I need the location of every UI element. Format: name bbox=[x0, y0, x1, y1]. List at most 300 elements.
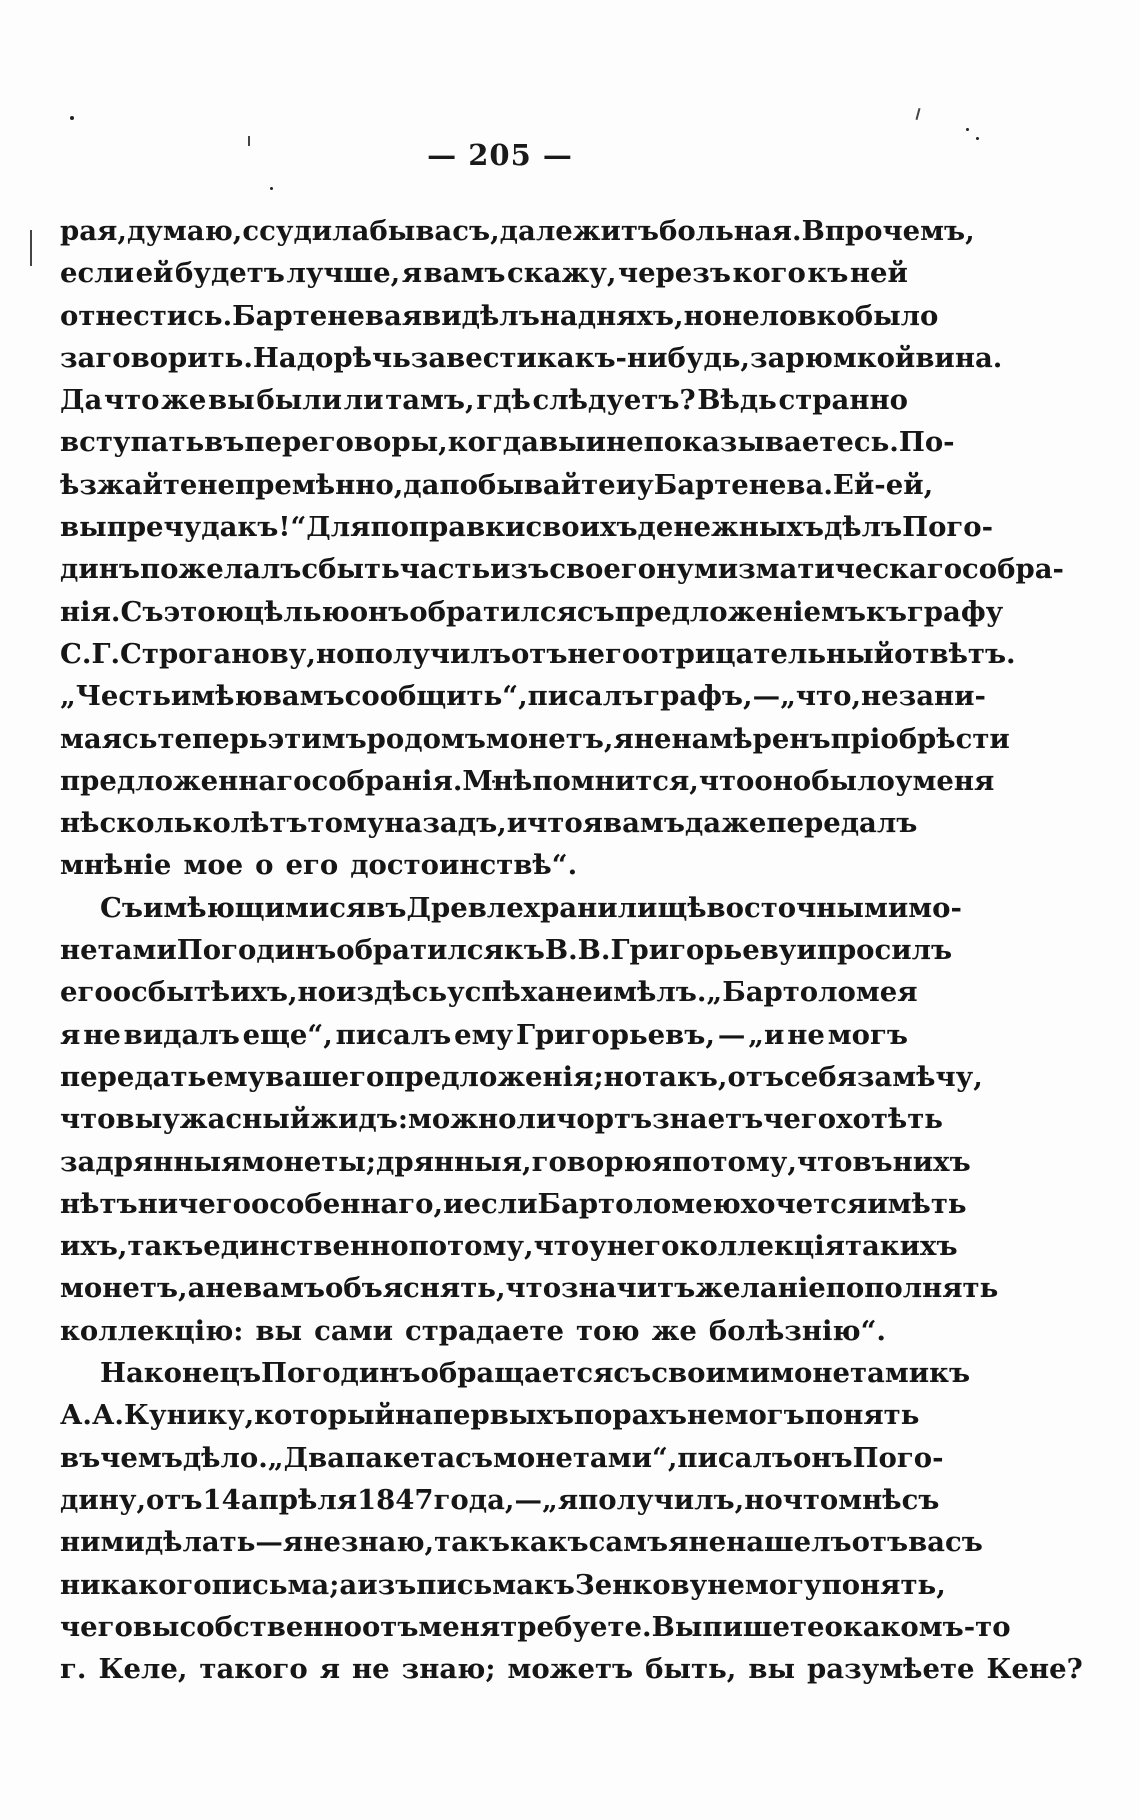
word: графъ,— bbox=[643, 680, 781, 713]
word: нѣтъ bbox=[60, 1187, 138, 1220]
word: у bbox=[894, 764, 913, 797]
word: въ bbox=[204, 426, 245, 459]
word: родомъ bbox=[366, 722, 486, 755]
word: сбытѣ bbox=[131, 976, 231, 1009]
word: на bbox=[394, 1399, 433, 1432]
word: слѣдуетъ? bbox=[532, 384, 696, 417]
word: порахъ bbox=[573, 1399, 687, 1432]
word: года,— bbox=[433, 1483, 542, 1516]
word: вы bbox=[208, 384, 255, 417]
word: что bbox=[533, 1230, 590, 1263]
word: ужасный bbox=[162, 1103, 311, 1136]
word: что bbox=[60, 1103, 116, 1136]
word: ему bbox=[454, 1018, 514, 1051]
text-line bbox=[60, 1521, 983, 1563]
word: что bbox=[782, 1483, 839, 1516]
word: который bbox=[254, 1399, 395, 1432]
word: замѣчу, bbox=[856, 1060, 983, 1093]
word: къ bbox=[533, 1568, 575, 1601]
word: Г. bbox=[91, 637, 121, 670]
word: да bbox=[403, 468, 440, 501]
word: имѣю bbox=[170, 680, 263, 713]
word: не bbox=[633, 722, 672, 755]
word: чемъ bbox=[100, 1441, 183, 1474]
word: отъ bbox=[851, 1526, 909, 1559]
scan-speck bbox=[70, 116, 74, 120]
word: пріобрѣсти bbox=[830, 722, 1010, 755]
word: 14 bbox=[202, 1483, 241, 1516]
word: но bbox=[744, 1483, 783, 1516]
word: гдѣ bbox=[476, 384, 531, 417]
word: я bbox=[60, 1018, 81, 1051]
word: отъ bbox=[510, 637, 568, 670]
word: васъ, bbox=[415, 215, 500, 247]
word: отъ bbox=[361, 1610, 419, 1643]
word: вашего bbox=[265, 1060, 385, 1093]
word: вы bbox=[255, 1314, 303, 1347]
text-line bbox=[60, 252, 908, 294]
word: понять bbox=[804, 1399, 920, 1432]
word: дѣло. bbox=[182, 1441, 268, 1474]
word: Наконецъ bbox=[100, 1357, 262, 1390]
word: собственно bbox=[179, 1610, 362, 1643]
word: дрянныя bbox=[95, 1145, 242, 1178]
word: и bbox=[443, 1187, 464, 1220]
word: собра- bbox=[962, 553, 1064, 586]
word: такъ, bbox=[642, 1060, 728, 1093]
word: больная. bbox=[659, 215, 802, 247]
word: сами bbox=[314, 1314, 393, 1347]
word: него bbox=[567, 637, 641, 670]
word: же bbox=[651, 1314, 697, 1347]
text-line bbox=[60, 379, 908, 421]
word: хотѣть bbox=[836, 1103, 943, 1136]
word: вы bbox=[538, 426, 586, 459]
word: дѣлать—я bbox=[144, 1526, 304, 1559]
word: „я bbox=[542, 1483, 579, 1516]
word: монетами“, bbox=[493, 1441, 678, 1474]
word: изъ bbox=[357, 1568, 417, 1601]
word: нумизматическаго bbox=[656, 553, 963, 586]
word: переговоры, bbox=[244, 426, 448, 459]
word: апрѣля bbox=[240, 1483, 358, 1516]
text-line bbox=[60, 1014, 908, 1056]
word: отъ bbox=[727, 1060, 784, 1093]
word: Погодинъ bbox=[261, 1357, 421, 1390]
word: Древлехранилищѣ bbox=[406, 891, 707, 924]
word: Григорьеву bbox=[610, 934, 797, 967]
word: требуете. bbox=[500, 1610, 652, 1643]
word: а bbox=[187, 1272, 206, 1305]
word: здѣсь bbox=[356, 976, 448, 1009]
word: нетами bbox=[60, 934, 177, 967]
word: нихъ bbox=[892, 1145, 971, 1178]
word: знаетъ bbox=[652, 1103, 764, 1136]
word: особеннаго, bbox=[250, 1187, 444, 1220]
text-line bbox=[60, 760, 995, 802]
word: него bbox=[606, 1230, 680, 1263]
word: Впрочемъ, bbox=[801, 215, 975, 247]
word: рая, bbox=[60, 215, 127, 247]
body-text bbox=[60, 210, 1083, 1690]
word: меня bbox=[418, 1610, 501, 1643]
word: мо- bbox=[908, 891, 962, 924]
word: его bbox=[60, 976, 113, 1009]
word: 1847 bbox=[357, 1483, 434, 1516]
word: если bbox=[463, 1187, 538, 1220]
word: ними bbox=[60, 1526, 145, 1559]
word: маясь bbox=[60, 722, 158, 755]
word: „Бартоломея bbox=[706, 976, 918, 1009]
word: о bbox=[824, 1610, 843, 1643]
word: такихъ bbox=[844, 1230, 958, 1263]
word: можетъ bbox=[507, 1653, 634, 1686]
word: тамъ, bbox=[385, 384, 475, 417]
word: вамъ bbox=[243, 1272, 325, 1305]
word: побывайте bbox=[439, 468, 616, 501]
word: имѣлъ. bbox=[592, 976, 707, 1009]
word: на bbox=[539, 299, 578, 332]
word: сообщить“, bbox=[344, 680, 528, 713]
word: онъ bbox=[792, 1441, 853, 1474]
word: знаю, bbox=[340, 1526, 435, 1559]
word: же bbox=[161, 384, 207, 417]
word: графу bbox=[906, 595, 1004, 628]
word: даже bbox=[684, 807, 767, 840]
word: А. bbox=[60, 1399, 92, 1432]
word: монетъ, bbox=[60, 1272, 188, 1305]
word: монетами bbox=[770, 1357, 930, 1390]
word: Для bbox=[306, 511, 371, 544]
word: потому, bbox=[408, 1230, 534, 1263]
word: можно bbox=[407, 1103, 517, 1136]
word: „Честь bbox=[60, 680, 171, 713]
word: не bbox=[352, 1653, 390, 1686]
word: денежныхъ bbox=[637, 511, 824, 544]
word: зани- bbox=[898, 680, 986, 713]
word: „что, bbox=[780, 680, 862, 713]
word: г. bbox=[60, 1653, 87, 1686]
word: самъ bbox=[588, 1526, 669, 1559]
text-line bbox=[60, 1352, 971, 1394]
word: ему bbox=[206, 1060, 266, 1093]
word: имѣющимися bbox=[142, 891, 367, 924]
word: тою bbox=[576, 1314, 640, 1347]
word: пакета bbox=[345, 1441, 456, 1474]
text-line bbox=[60, 1648, 1083, 1690]
word: непремѣнно, bbox=[197, 468, 404, 501]
word: потому, bbox=[672, 1145, 797, 1178]
word: какъ-нибудь, bbox=[536, 341, 751, 374]
word: По- bbox=[898, 426, 955, 459]
text-line bbox=[60, 591, 1004, 633]
word: бы bbox=[369, 215, 416, 247]
word: коллекцію: bbox=[60, 1314, 244, 1347]
word: неловко bbox=[722, 299, 855, 332]
scan-speck bbox=[30, 230, 32, 266]
word: такъ bbox=[127, 1230, 204, 1263]
word: заговорить. bbox=[60, 341, 253, 374]
word: быть, bbox=[645, 1653, 737, 1686]
word: письма bbox=[416, 1568, 534, 1601]
word: рюмкой bbox=[785, 341, 916, 374]
word: я bbox=[582, 807, 603, 840]
word: мнѣ bbox=[838, 1483, 902, 1516]
word: В. bbox=[577, 934, 611, 967]
word: о bbox=[112, 976, 132, 1009]
word: не bbox=[83, 1018, 121, 1051]
word: какъ bbox=[509, 1526, 589, 1559]
text-line bbox=[60, 548, 1064, 590]
scan-speck bbox=[966, 128, 969, 131]
word: предложеннаго bbox=[60, 764, 312, 797]
word: когда bbox=[447, 426, 539, 459]
word: этою bbox=[163, 595, 244, 628]
word: оно bbox=[754, 764, 812, 797]
word: обращается bbox=[420, 1357, 614, 1390]
word: лѣтъ bbox=[230, 807, 308, 840]
word: вы bbox=[748, 1653, 796, 1686]
word: своего bbox=[549, 553, 657, 586]
word: а bbox=[339, 1568, 358, 1601]
paragraph bbox=[60, 1352, 1083, 1690]
word: вступать bbox=[60, 426, 205, 459]
word: съ bbox=[613, 1357, 652, 1390]
word: своими bbox=[651, 1357, 771, 1390]
text-line bbox=[60, 1479, 940, 1521]
text-line bbox=[60, 1225, 958, 1267]
word: было bbox=[811, 764, 895, 797]
word: могъ bbox=[827, 1018, 908, 1051]
word: получилъ, bbox=[578, 1483, 745, 1516]
word: разумѣете bbox=[807, 1653, 975, 1686]
word: я bbox=[613, 722, 634, 755]
word: нашелъ bbox=[726, 1526, 852, 1559]
word: понять, bbox=[821, 1568, 946, 1601]
word: Погодинъ bbox=[176, 934, 337, 967]
word: не bbox=[686, 1399, 725, 1432]
word: предложеніемъ bbox=[614, 595, 866, 628]
word: черезъ bbox=[617, 257, 731, 290]
word: письма; bbox=[211, 1568, 340, 1601]
word: что bbox=[698, 764, 755, 797]
word: „Два bbox=[267, 1441, 345, 1474]
text-line bbox=[60, 1183, 967, 1225]
word: ней bbox=[849, 257, 908, 290]
word: просилъ bbox=[816, 934, 953, 967]
word: странно bbox=[778, 384, 908, 417]
word: вамъ bbox=[423, 257, 506, 290]
word: но bbox=[297, 976, 337, 1009]
word: вамъ bbox=[262, 680, 345, 713]
word: съ bbox=[901, 1483, 940, 1516]
word: въ bbox=[366, 891, 407, 924]
word: не bbox=[555, 976, 593, 1009]
word: Ей-ей, bbox=[832, 468, 934, 501]
word: первыхъ bbox=[432, 1399, 574, 1432]
word: что bbox=[103, 384, 160, 417]
word: имѣть bbox=[867, 1187, 967, 1220]
word: болѣзнію“. bbox=[708, 1314, 887, 1347]
word: вамъ bbox=[603, 807, 685, 840]
word: отрицательный bbox=[640, 637, 895, 670]
word: „и bbox=[748, 1018, 785, 1051]
text-line bbox=[60, 887, 962, 929]
word: не bbox=[787, 1018, 825, 1051]
word: значитъ bbox=[561, 1272, 696, 1305]
word: не bbox=[205, 1272, 244, 1305]
word: такого bbox=[199, 1653, 308, 1686]
word: ихъ, bbox=[230, 976, 298, 1009]
word: да bbox=[499, 215, 536, 247]
word: дрянныя, bbox=[376, 1145, 532, 1178]
word: этимъ bbox=[267, 722, 367, 755]
word: ли bbox=[516, 1103, 557, 1136]
word: Зенкову bbox=[574, 1568, 708, 1601]
word: писалъ bbox=[335, 1018, 452, 1051]
word: ей bbox=[135, 257, 174, 290]
text-line bbox=[60, 1564, 946, 1606]
word: намѣренъ bbox=[671, 722, 831, 755]
word: часть bbox=[399, 553, 491, 586]
word: ли bbox=[343, 384, 384, 417]
word: могъ bbox=[724, 1399, 805, 1432]
word: — bbox=[717, 1018, 746, 1051]
word: единственно bbox=[203, 1230, 409, 1263]
text-line bbox=[60, 1394, 920, 1436]
text-line bbox=[60, 675, 986, 717]
word: Надо bbox=[252, 341, 334, 374]
word: чего bbox=[60, 1610, 133, 1643]
text-line bbox=[60, 1310, 908, 1352]
word: къ bbox=[929, 1357, 971, 1390]
word: къ bbox=[503, 934, 545, 967]
word: видалъ bbox=[123, 1018, 240, 1051]
word: восточными bbox=[706, 891, 909, 924]
word: писалъ bbox=[677, 1441, 793, 1474]
word: будетъ bbox=[175, 257, 285, 290]
word: Бартоломею bbox=[537, 1187, 741, 1220]
text-line bbox=[60, 844, 908, 886]
word: вы bbox=[60, 511, 107, 544]
page-number: — 205 — bbox=[427, 138, 573, 172]
word: изъ bbox=[490, 553, 550, 586]
word: Строганову, bbox=[120, 637, 316, 670]
text-line bbox=[60, 802, 918, 844]
word: пополнять bbox=[825, 1272, 999, 1305]
word: были bbox=[256, 384, 343, 417]
word: Григорьевъ, bbox=[515, 1018, 715, 1051]
word: Бартенева bbox=[232, 299, 402, 332]
text-line bbox=[60, 464, 934, 506]
word: передалъ bbox=[766, 807, 918, 840]
word: ихъ, bbox=[60, 1230, 128, 1263]
word: я bbox=[651, 1145, 673, 1178]
text-line bbox=[60, 337, 1003, 379]
word: хочется bbox=[740, 1187, 868, 1220]
text-line bbox=[60, 295, 939, 337]
word: успѣха bbox=[447, 976, 556, 1009]
word: и bbox=[615, 468, 637, 501]
word: меня bbox=[912, 764, 995, 797]
word: ѣзжайте bbox=[60, 468, 198, 501]
word: тому bbox=[307, 807, 385, 840]
text-line bbox=[60, 1437, 944, 1479]
word: васъ bbox=[908, 1526, 983, 1559]
word: достоинствѣ“. bbox=[350, 849, 578, 882]
text-line bbox=[60, 1267, 999, 1309]
word: вы bbox=[132, 1610, 180, 1643]
word: пожелалъ bbox=[139, 553, 302, 586]
text-line bbox=[60, 421, 955, 463]
word: вина. bbox=[915, 341, 1003, 374]
word: что bbox=[527, 807, 583, 840]
word: но bbox=[603, 1060, 643, 1093]
word: о bbox=[255, 849, 274, 882]
word: нія. bbox=[60, 595, 121, 628]
word: отнестись. bbox=[60, 299, 233, 332]
word: кого bbox=[732, 257, 806, 290]
word: обратился bbox=[336, 934, 504, 967]
word: но bbox=[683, 299, 723, 332]
word: говорю bbox=[531, 1145, 652, 1178]
word: объяснять, bbox=[324, 1272, 506, 1305]
word: собранія. bbox=[311, 764, 463, 797]
text-line bbox=[60, 929, 953, 971]
word: но bbox=[315, 637, 355, 670]
word: лежитъ bbox=[535, 215, 659, 247]
word: мое bbox=[183, 849, 244, 882]
word: Съ bbox=[100, 891, 143, 924]
word: теперь bbox=[157, 722, 268, 755]
word: Да bbox=[60, 384, 103, 417]
word: дину, bbox=[60, 1483, 147, 1516]
paragraph bbox=[60, 210, 1064, 887]
word: монеты; bbox=[241, 1145, 377, 1178]
word: его bbox=[285, 849, 339, 882]
word: цѣлью bbox=[243, 595, 350, 628]
word: поправки bbox=[370, 511, 526, 544]
word: показываетесь. bbox=[643, 426, 899, 459]
word: у bbox=[636, 468, 654, 501]
word: отвѣтъ. bbox=[894, 637, 1016, 670]
word: Пого- bbox=[852, 1441, 944, 1474]
word: писалъ bbox=[527, 680, 644, 713]
word: пишете bbox=[702, 1610, 825, 1643]
text-line bbox=[60, 1606, 1011, 1648]
word: Съ bbox=[120, 595, 164, 628]
word: отъ bbox=[146, 1483, 203, 1516]
word: и bbox=[506, 807, 528, 840]
word: сбыть bbox=[301, 553, 400, 586]
paragraph bbox=[60, 887, 999, 1352]
word: лучше, bbox=[286, 257, 401, 290]
word: было bbox=[854, 299, 939, 332]
scan-speck bbox=[270, 187, 273, 190]
word: С. bbox=[60, 637, 92, 670]
word: Келе, bbox=[98, 1653, 188, 1686]
word: желаніе bbox=[695, 1272, 826, 1305]
word: я bbox=[668, 1526, 689, 1559]
word: Бартенева. bbox=[653, 468, 833, 501]
word: къ bbox=[865, 595, 907, 628]
word: Кунику, bbox=[123, 1399, 255, 1432]
scan-speck bbox=[915, 108, 920, 120]
word: я bbox=[401, 257, 423, 290]
word: себя bbox=[783, 1060, 857, 1093]
word: знаю; bbox=[401, 1653, 496, 1686]
word: съ bbox=[576, 595, 615, 628]
